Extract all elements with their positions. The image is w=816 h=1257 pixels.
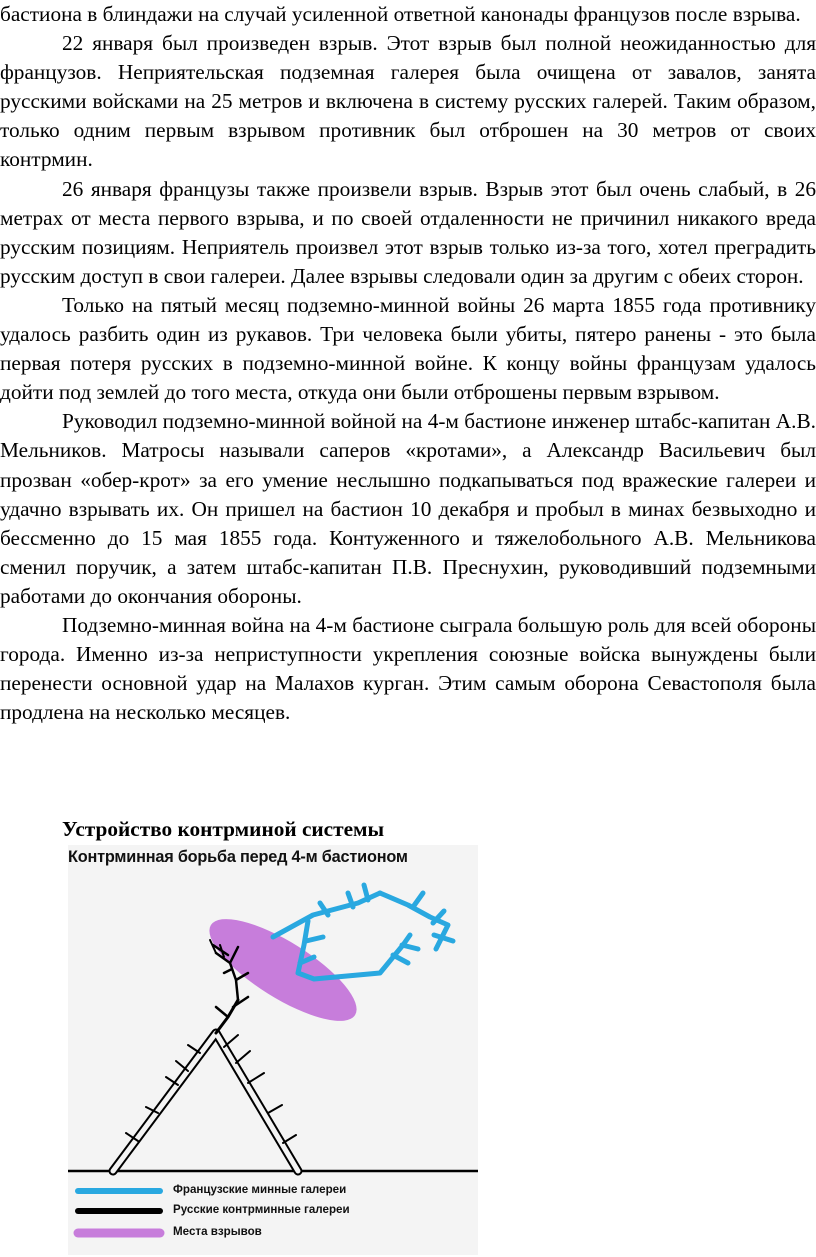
legend-label-russian: Русские контрминные галереи (173, 1203, 350, 1216)
paragraph-6: Подземно-минная война на 4-м бастионе сыграла большую роль для всей обороны города. Именно из-за неприступности укрепления союзные войска вынуждены были перенести основной удар на Малахов курган. Этим самым оборона Севастополя была продлена на несколько месяцев. (0, 612, 816, 725)
paragraph-5: Руководил подземно-минной войной на 4-м бастионе инженер штабс-капитан А.В. Мельников. Матросы называли саперов «кротами», а Александр Васильевич был прозван «обер-крот» за его умение неслышно подкапываться под вражеские галереи и удачно взрывать их. Он пришел на бастион 10 декабря и пробыл в минах безвыходно и бессменно до 15 мая 1855 года. Контуженного и тяжелобольного А.В. Мельникова сменил поручик, а затем штабс-капитан П.В. Преснухин, руководивший подземными работами до окончания обороны. (0, 409, 816, 608)
diagram-title: Контрминная борьба перед 4-м бастионом (68, 848, 408, 866)
countermine-diagram (68, 845, 478, 1255)
paragraph-4: Только на пятый месяц подземно-минной войны 26 марта 1855 года противнику удалось разбить один из рукавов. Три человека были убиты, пятеро ранены - это была первая потеря русских в подземно-минной войне. К концу войны французам удалось дойти под землей до того места, откуда они были отброшены первым взрывом. (0, 292, 816, 405)
paragraph-3: 26 января французы также произвели взрыв. Взрыв этот был очень слабый, в 26 метрах от места первого взрыва, и по своей отдаленности не причинил никакого вреда русским позициям. Неприятель произвел этот взрыв только из-за того, хотел преградить русским доступ в свои галереи. Далее взрывы следовали один за другим с обеих сторон. (0, 176, 816, 288)
section-heading: Устройство контрминой системы (62, 817, 385, 841)
paragraph-1: бастиона в блиндажи на случай усиленной ответной канонады французов после взрыва. (0, 2, 801, 26)
paragraph-2: 22 января был произведен взрыв. Этот взрыв был полной неожиданностью для французов. Неприятельская подземная галерея была очищена от завалов, занята русскими войсками на 25 метров и включена в систему русских галерей. Таким образом, только одним первым взрывом противник был отброшен на 30 метров от своих контрмин. (0, 31, 816, 172)
legend-label-explosions: Места взрывов (173, 1225, 262, 1238)
legend-label-french: Французские минные галереи (173, 1183, 347, 1196)
